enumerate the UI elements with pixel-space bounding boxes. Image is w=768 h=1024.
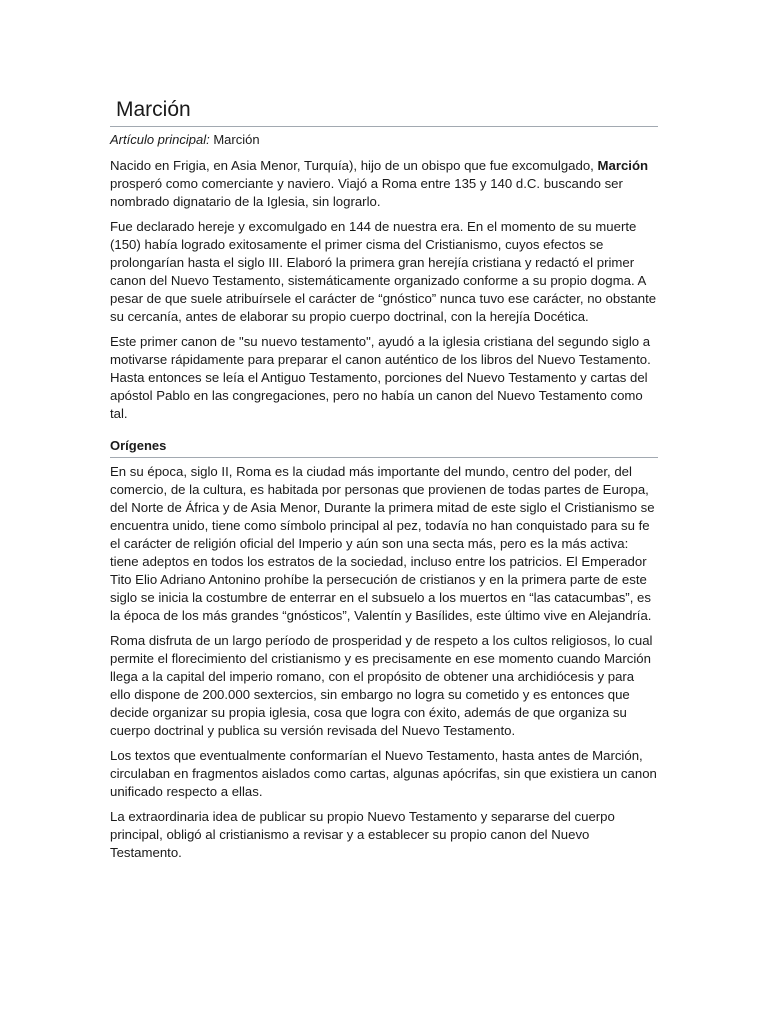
intro-p1-bold-name: Marción	[597, 158, 649, 173]
origenes-paragraph-1: En su época, siglo II, Roma es la ciudad más importante del mundo, centro del poder, del comercio, de la cultura, es habitada por personas que provienen de todas partes de Europa, del Norte de África y de Asia Menor, Durante la primera mitad de este siglo el Cristianismo se encuentra unido, tiene como símbolo principal al pez, todavía no han conquistado para su fe el carácter de religión oficial del Imperio y aún son una secta más, pero es la más activa: tiene adeptos en todos los estratos de la sociedad, incluso entre los patricios. El Emperador Tito Elio Adriano Antonino prohíbe la persecución de cristianos y en la primera parte de este siglo se inicia la costumbre de enterrar en el subsuelo a los muertos en “las catacumbas”, es la época de los más grandes “gnósticos”, Valentín y Basílides, este último vive en Alejandría.	[110, 464, 655, 623]
section-heading-origenes: Orígenes	[110, 438, 167, 453]
page-title: Marción	[116, 98, 191, 121]
intro-paragraph-1	[110, 157, 658, 211]
intro-p1-after: prosperó como comerciante y naviero. Viajó a Roma entre 135 y 140 d.C. buscando ser nombrado dignatario de la Iglesia, sin lograrlo.	[110, 176, 623, 209]
intro-paragraph-2: Fue declarado hereje y excomulgado en 144 de nuestra era. En el momento de su muerte (150) había logrado exitosamente el primer cisma del Cristianismo, cuyos efectos se prolongarían hasta el siglo III. Elaboró la primera gran herejía cristiana y redactó el primer canon del Nuevo Testamento, sistemáticamente organizado conforme a su propio dogma. A pesar de que suele atribuírsele el carácter de “gnóstico” nunca tuvo ese carácter, no obstante su cercanía, antes de elaborar su propio cuerpo doctrinal, con la herejía Docética.	[110, 219, 657, 324]
origenes-paragraph-4: La extraordinaria idea de publicar su propio Nuevo Testamento y separarse del cuerpo principal, obligó al cristianismo a revisar y a establecer su propio canon del Nuevo Testamento.	[110, 809, 615, 860]
intro-p1-before: Nacido en Frigia, en Asia Menor, Turquía), hijo de un obispo que fue excomulgado,	[110, 158, 598, 173]
article-page	[110, 96, 658, 869]
section-divider	[110, 457, 658, 458]
main-article-label: Artículo principal:	[110, 132, 210, 147]
origenes-paragraph-2: Roma disfruta de un largo período de prosperidad y de respeto a los cultos religiosos, lo cual permite el florecimiento del cristianismo y es precisamente en ese momento cuando Marción llega a la capital del imperio romano, con el propósito de obtener una archidiócesis y para ello dispone de 200.000 sextercios, sin embargo no logra su cometido y es entonces que decide organizar su propia iglesia, cosa que logra con éxito, además de que organiza su cuerpo doctrinal y publica su versión revisada del Nuevo Testamento.	[110, 633, 653, 738]
intro-paragraph-3: Este primer canon de "su nuevo testamento", ayudó a la iglesia cristiana del segundo siglo a motivarse rápidamente para preparar el canon auténtico de los libros del Nuevo Testamento. Hasta entonces se leía el Antiguo Testamento, porciones del Nuevo Testamento y cartas del apóstol Pablo en las congregaciones, pero no había un canon del Nuevo Testamento como tal.	[110, 334, 651, 421]
main-article-link[interactable]: Marción	[213, 132, 260, 147]
main-article-note	[110, 131, 658, 149]
origenes-paragraph-3: Los textos que eventualmente conformarían el Nuevo Testamento, hasta antes de Marción, circulaban en fragmentos aislados como cartas, algunas apócrifas, sin que existiera un canon unificado respecto a ellas.	[110, 748, 657, 799]
title-divider	[110, 126, 658, 127]
